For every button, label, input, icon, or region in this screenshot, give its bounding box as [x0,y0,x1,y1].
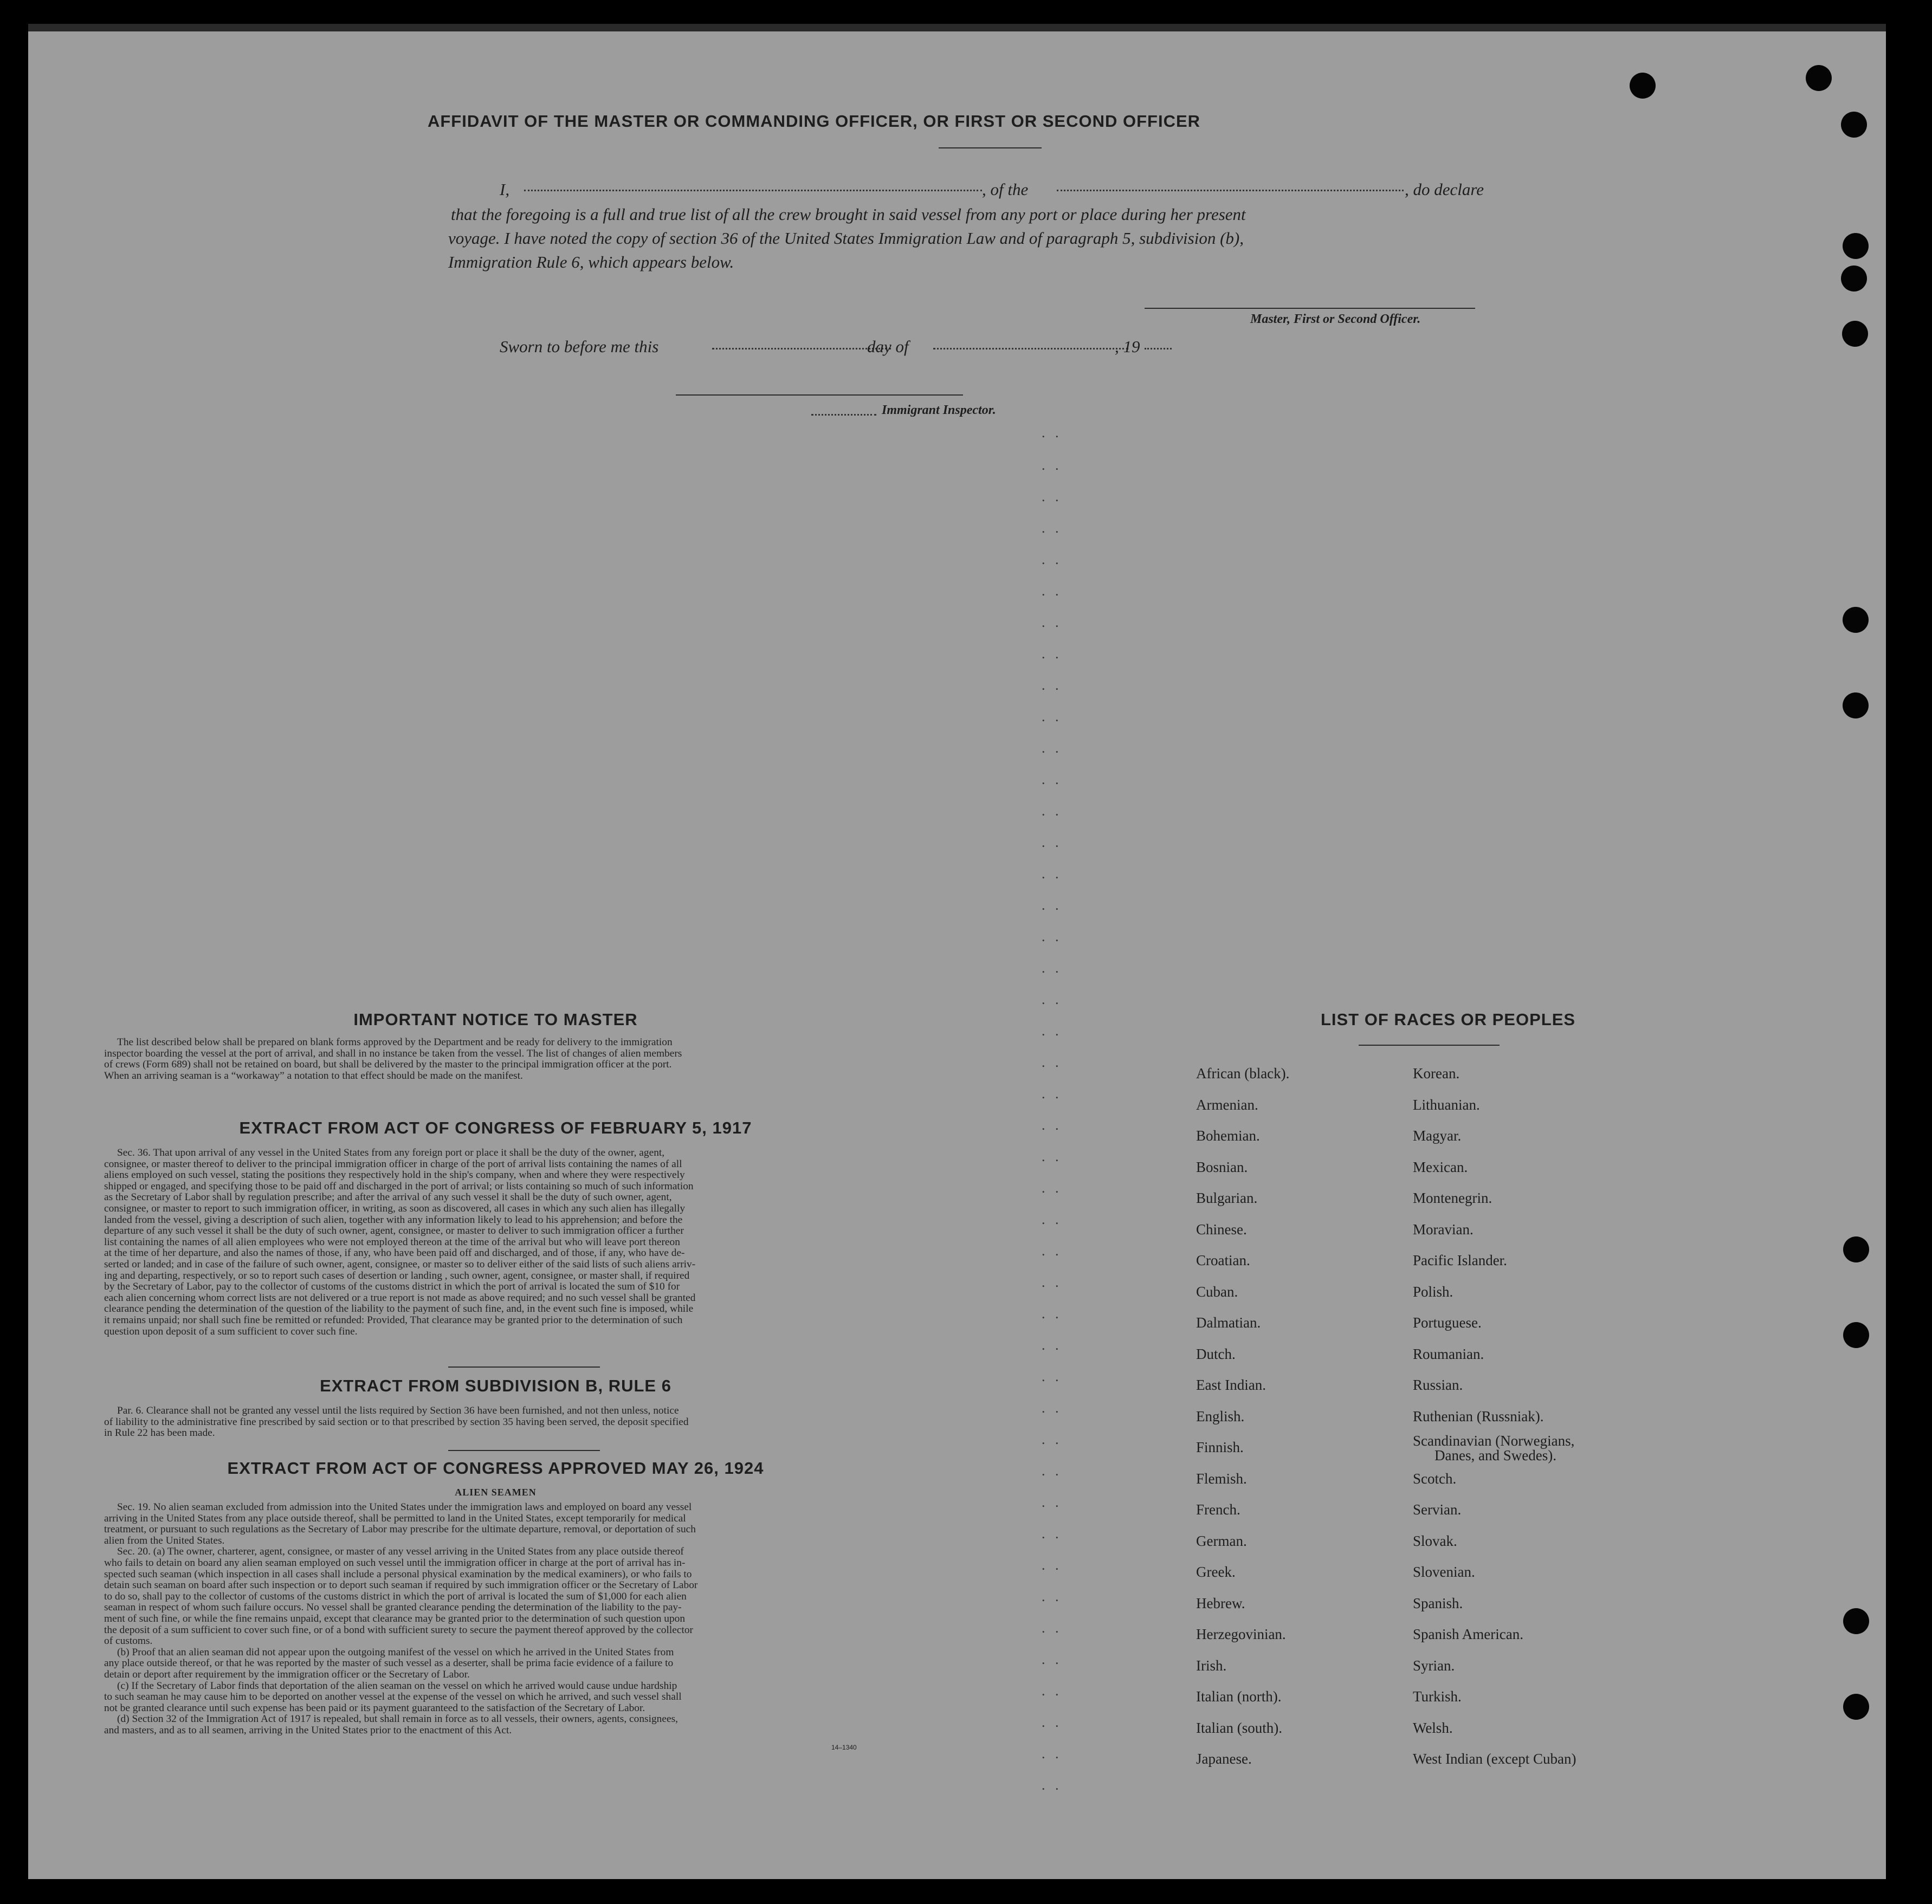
race-item: Spanish. [1413,1595,1463,1611]
race-item: Magyar. [1413,1128,1462,1144]
notice-heading: IMPORTANT NOTICE TO MASTER [353,1010,638,1029]
affidavit-line-3: Immigration Rule 6, which appears below. [448,252,734,271]
leader-dots: . . [1042,583,1062,599]
leader-dots: . . [1042,1274,1062,1290]
race-item: English. [1196,1408,1245,1424]
leader-dots: . . [1042,1369,1062,1384]
punch-hole [1843,1322,1869,1348]
punch-hole [1843,1608,1869,1634]
vessel-name-field[interactable] [1057,190,1404,191]
race-item: Bulgarian. [1196,1190,1258,1206]
races-heading: LIST OF RACES OR PEOPLES [1320,1010,1576,1029]
leader-dots: . . [1042,1023,1062,1039]
leader-dots: . . [1042,489,1062,504]
leader-dots: . . [1042,1086,1062,1102]
leader-dots: . . [1042,1306,1062,1322]
affidavit-i: I, [500,180,510,199]
leader-dots: . . [1042,992,1062,1007]
race-item: Herzegovinian. [1196,1626,1286,1642]
extract-rule6-heading: EXTRACT FROM SUBDIVISION B, RULE 6 [320,1376,671,1395]
leader-dots: . . [1042,929,1062,944]
race-item: Portuguese. [1413,1314,1482,1331]
leader-dots: . . [1042,1620,1062,1636]
master-signature-label: Master, First or Second Officer. [1250,312,1421,326]
punch-hole [1841,112,1867,138]
year-label: , 19 [1115,337,1140,356]
sworn-month-field[interactable] [933,348,1128,349]
notice-text: The list described below shall be prepared on blank forms approved by the Department and be ready for delivery to the immigration inspector boarding the vessel at the port of arrival, and shall in no instance be taken from the vessel. The list of changes of alien members of crews (Form 689) shall not be retained on board, but shall be delivered by the master to the principal immigration officer at the port. When an arriving seaman is a “workaway” a notation to that effect should be made on the manifest. [104,1037,682,1081]
race-item: Slovak. [1413,1533,1457,1549]
races-heading-rule [1359,1045,1500,1046]
punch-hole [1843,692,1869,718]
affidavit-heading: AFFIDAVIT OF THE MASTER OR COMMANDING OFFICER, OR FIRST OR SECOND OFFICER [427,112,1201,131]
leader-dots: . . [1042,552,1062,567]
race-item: Irish. [1196,1657,1227,1674]
day-of-label: day of [867,337,909,356]
race-item: Finnish. [1196,1439,1244,1455]
leader-dots: . . [1042,1212,1062,1227]
extract-1924-heading: EXTRACT FROM ACT OF CONGRESS APPROVED MAY 26, 1924 [227,1459,764,1478]
leader-dots: . . [1042,1054,1062,1070]
leader-dots: . . [1042,1777,1062,1793]
race-item: Mexican. [1413,1159,1468,1175]
race-item: Syrian. [1413,1657,1455,1674]
affidavit-line-1: that the foregoing is a full and true list of all the crew brought in said vessel from any port or place during her present [451,205,1246,224]
leader-dots: . . [1042,520,1062,536]
leader-dots: . . [1042,1494,1062,1510]
punch-hole [1806,65,1832,91]
race-item: Scandinavian (Norwegians, [1413,1433,1575,1449]
race-item: Montenegrin. [1413,1190,1492,1206]
race-item: Chinese. [1196,1221,1247,1238]
leader-dots: . . [1042,1400,1062,1416]
race-item: Korean. [1413,1065,1460,1081]
sworn-label: Sworn to before me this [500,337,659,356]
leader-dots: . . [1042,1337,1062,1353]
punch-hole [1843,233,1869,259]
leader-dots: . . [1042,425,1062,441]
leader-dots: . . [1042,1526,1062,1542]
punch-hole [1630,73,1656,99]
leader-dots: . . [1042,646,1062,662]
extract-1917-heading: EXTRACT FROM ACT OF CONGRESS OF FEBRUARY 5, 1917 [239,1118,752,1137]
inspector-signature-label: Immigrant Inspector. [882,403,996,417]
extract-1917-text: Sec. 36. That upon arrival of any vessel in the United States from any foreign port or place it shall be the duty of the owner, agent, consignee, or master thereof to deliver to the principal immigration officer in charge of the port of arrival lists containing the names of all aliens employed on such vessel, stating the positions they respectively hold in the ship's company, when and where they were respectively shipped or engaged, and specifying those to be paid off and discharged in the port of arrival; or lists containing so much of such information as the Secretary of Labor shall by regulation prescribe; and after the arrival of any such vessel it shall be the duty of such owner, agent, consignee, or master to report to such immigration officer, in writing, as soon as discovered, all cases in which any such alien has illegally landed from the vessel, giving a description of such alien, together with any information likely to lead to his apprehension; and before the departure of any such vessel it shall be the duty of such owner, agent, consignee, or master to deliver to such immigration officer a further list containing the names of all alien employees who were not employed thereon at the time of the arrival but who will leave port thereon at the time of her departure, and also the names of those, if any, who have been paid off and discharged, and of those, if any, who have de- serted or landed; and in case of the failure of such owner, agent, consignee, or master so to deliver either of the said lists of such aliens arriv- ing and departing, respectively, or so to report such cases of desertion or landing , such owner, agent, consignee, or master shall, if required by the Secretary of Labor, pay to the collector of customs of the customs district in which the port of arrival is located the sum of $10 for each alien concerning whom correct lists are not delivered or a true report is not made as above required; and no such vessel shall be granted clearance pending the determination of the question of the liability to the payment of such fine, and, in the event such fine is imposed, while it remains unpaid; nor shall such fine be remitted or refunded: Provided, That clearance may be granted prior to the determination of such question upon deposit of a sum sufficient to cover such fine. [104,1147,696,1337]
race-item: Croatian. [1196,1252,1250,1268]
leader-dots: . . [1042,1149,1062,1164]
race-item: Polish. [1413,1284,1453,1300]
affidavit-heading-rule [939,147,1042,148]
leader-dots: . . [1042,1683,1062,1699]
extract-rule6-text: Par. 6. Clearance shall not be granted any vessel until the lists required by Section 36 have been furnished, and not then unless, notice of liability to the administrative fine prescribed by said section or to that prescribed by section 35 having been served, the deposit specified in Rule 22 has been made. [104,1405,689,1439]
race-item: Bosnian. [1196,1159,1248,1175]
section-divider [448,1367,600,1368]
punch-hole [1843,607,1869,633]
race-item: Servian. [1413,1501,1462,1518]
race-item: Danes, and Swedes). [1435,1447,1556,1463]
punch-hole [1842,321,1868,347]
leader-dots: . . [1042,834,1062,850]
punch-hole [1841,265,1867,292]
race-item: Japanese. [1196,1751,1252,1767]
leader-dots: . . [1042,803,1062,819]
race-item: Ruthenian (Russniak). [1413,1408,1544,1424]
race-item: West Indian (except Cuban) [1413,1751,1576,1767]
leader-dots: . . [1042,1243,1062,1259]
inspector-signature-line[interactable] [676,394,963,396]
sworn-day-field[interactable] [712,348,891,349]
leader-dots: . . [1042,1117,1062,1133]
race-item: Roumanian. [1413,1346,1484,1362]
leader-dots: . . [1042,866,1062,882]
race-item: Spanish American. [1413,1626,1523,1642]
leader-dots: . . [1042,677,1062,693]
race-item: Dalmatian. [1196,1314,1261,1331]
race-item: African (black). [1196,1065,1290,1081]
race-item: French. [1196,1501,1240,1518]
race-item: Lithuanian. [1413,1097,1480,1113]
leader-dots: . . [1042,614,1062,630]
race-item: Russian. [1413,1377,1463,1393]
race-item: Scotch. [1413,1471,1457,1487]
leader-dots: . . [1042,772,1062,787]
race-item: Flemish. [1196,1471,1247,1487]
race-item: Dutch. [1196,1346,1236,1362]
race-item: East Indian. [1196,1377,1266,1393]
leader-dots: . . [1042,1589,1062,1604]
extract-1924-text: Sec. 19. No alien seaman excluded from admission into the United States under the immigration laws and employed on board any vessel arriving in the United States from any place outside thereof, shall be permitted to land in the United States, except temporarily for medical treatment, or pursuant to such regulations as the Secretary of Labor may prescribe for the ultimate departure, removal, or deportation of such alien from the United States. Sec. 20. (a) The owner, charterer, agent, consignee, or master of any vessel arriving in the United States from any place outside thereof who fails to detain on board any alien seaman employed on such vessel until the immigration officer in charge at the port of arrival has in- spected such seaman (which inspection in all cases shall include a personal physical examination by the medical examiners), or who fails to detain such seaman on board after such inspection or to deport such seaman if required by such immigration officer or the Secretary of Labor to do so, shall pay to the collector of customs of the customs district in which the port of arrival is located the sum of $1,000 for each alien seaman in respect of whom such failure occurs. No vessel shall be granted clearance pending the determination of the liability to the pay- ment of such fine, or while the fine remains unpaid, except that clearance may be granted prior to the determination of such question upon the deposit of a sum sufficient to cover such fine, or of a bond with sufficient surety to secure the payment thereof approved by the collector of customs. (b) Proof that an alien seaman did not appear upon the outgoing manifest of the vessel on which he arrived in the United States from any place outside thereof, or that he was reported by the master of such vessel as a deserter, shall be prima facie evidence of a failure to detain or deport after requirement by the immigration officer or the Secretary of Labor. (c) If the Secretary of Labor finds that deportation of the alien seaman on the vessel on which he arrived would cause undue hardship to such seaman he may cause him to be deported on another vessel at the expense of the vessel on which he arrived, and such vessel shall not be granted clearance until such expense has been paid or its payment guaranteed to the satisfaction of the Secretary of Labor. (d) Section 32 of the Immigration Act of 1917 is repealed, but shall remain in force as to all vessels, their owners, agents, consignees, and masters, and as to all seamen, arriving in the United States prior to the enactment of this Act. [104,1501,698,1736]
master-signature-line[interactable] [1145,308,1475,309]
leader-dots: . . [1042,1746,1062,1761]
leader-dots: . . [1042,1652,1062,1667]
affidavit-line-2: voyage. I have noted the copy of section 36 of the United States Immigration Law and of paragraph 5, subdivision (b), [448,229,1244,248]
declarant-name-field[interactable] [524,190,982,191]
race-item: German. [1196,1533,1247,1549]
race-item: Italian (north). [1196,1688,1282,1705]
race-item: Hebrew. [1196,1595,1245,1611]
sworn-year-field[interactable] [1145,348,1172,349]
punch-hole [1843,1694,1869,1720]
alien-seamen-subheading: ALIEN SEAMEN [455,1487,537,1498]
leader-dots: . . [1042,457,1062,473]
race-item: Slovenian. [1413,1564,1475,1580]
scan-top-edge [28,24,1886,31]
leader-dots: . . [1042,1463,1062,1479]
leader-dots: . . [1042,709,1062,724]
leader-dots: . . [1042,897,1062,913]
leader-dots: . . [1042,1180,1062,1196]
leader-dots: . . [1042,740,1062,756]
race-item: Italian (south). [1196,1720,1282,1736]
race-item: Greek. [1196,1564,1236,1580]
punch-hole [1843,1236,1869,1262]
race-item: Moravian. [1413,1221,1474,1238]
inspector-leader [811,414,876,416]
race-item: Welsh. [1413,1720,1453,1736]
affidavit-of-the: , of the [982,180,1029,199]
race-item: Armenian. [1196,1097,1258,1113]
affidavit-do-declare: , do declare [1405,180,1484,199]
form-number: 14–1340 [831,1744,857,1751]
leader-dots: . . [1042,1714,1062,1730]
race-item: Cuban. [1196,1284,1238,1300]
race-item: Pacific Islander. [1413,1252,1507,1268]
form-page [28,24,1886,1879]
section-divider [448,1450,600,1451]
leader-dots: . . [1042,1557,1062,1573]
leader-dots: . . [1042,960,1062,976]
leader-dots: . . [1042,1432,1062,1447]
race-item: Bohemian. [1196,1128,1260,1144]
race-item: Turkish. [1413,1688,1462,1705]
